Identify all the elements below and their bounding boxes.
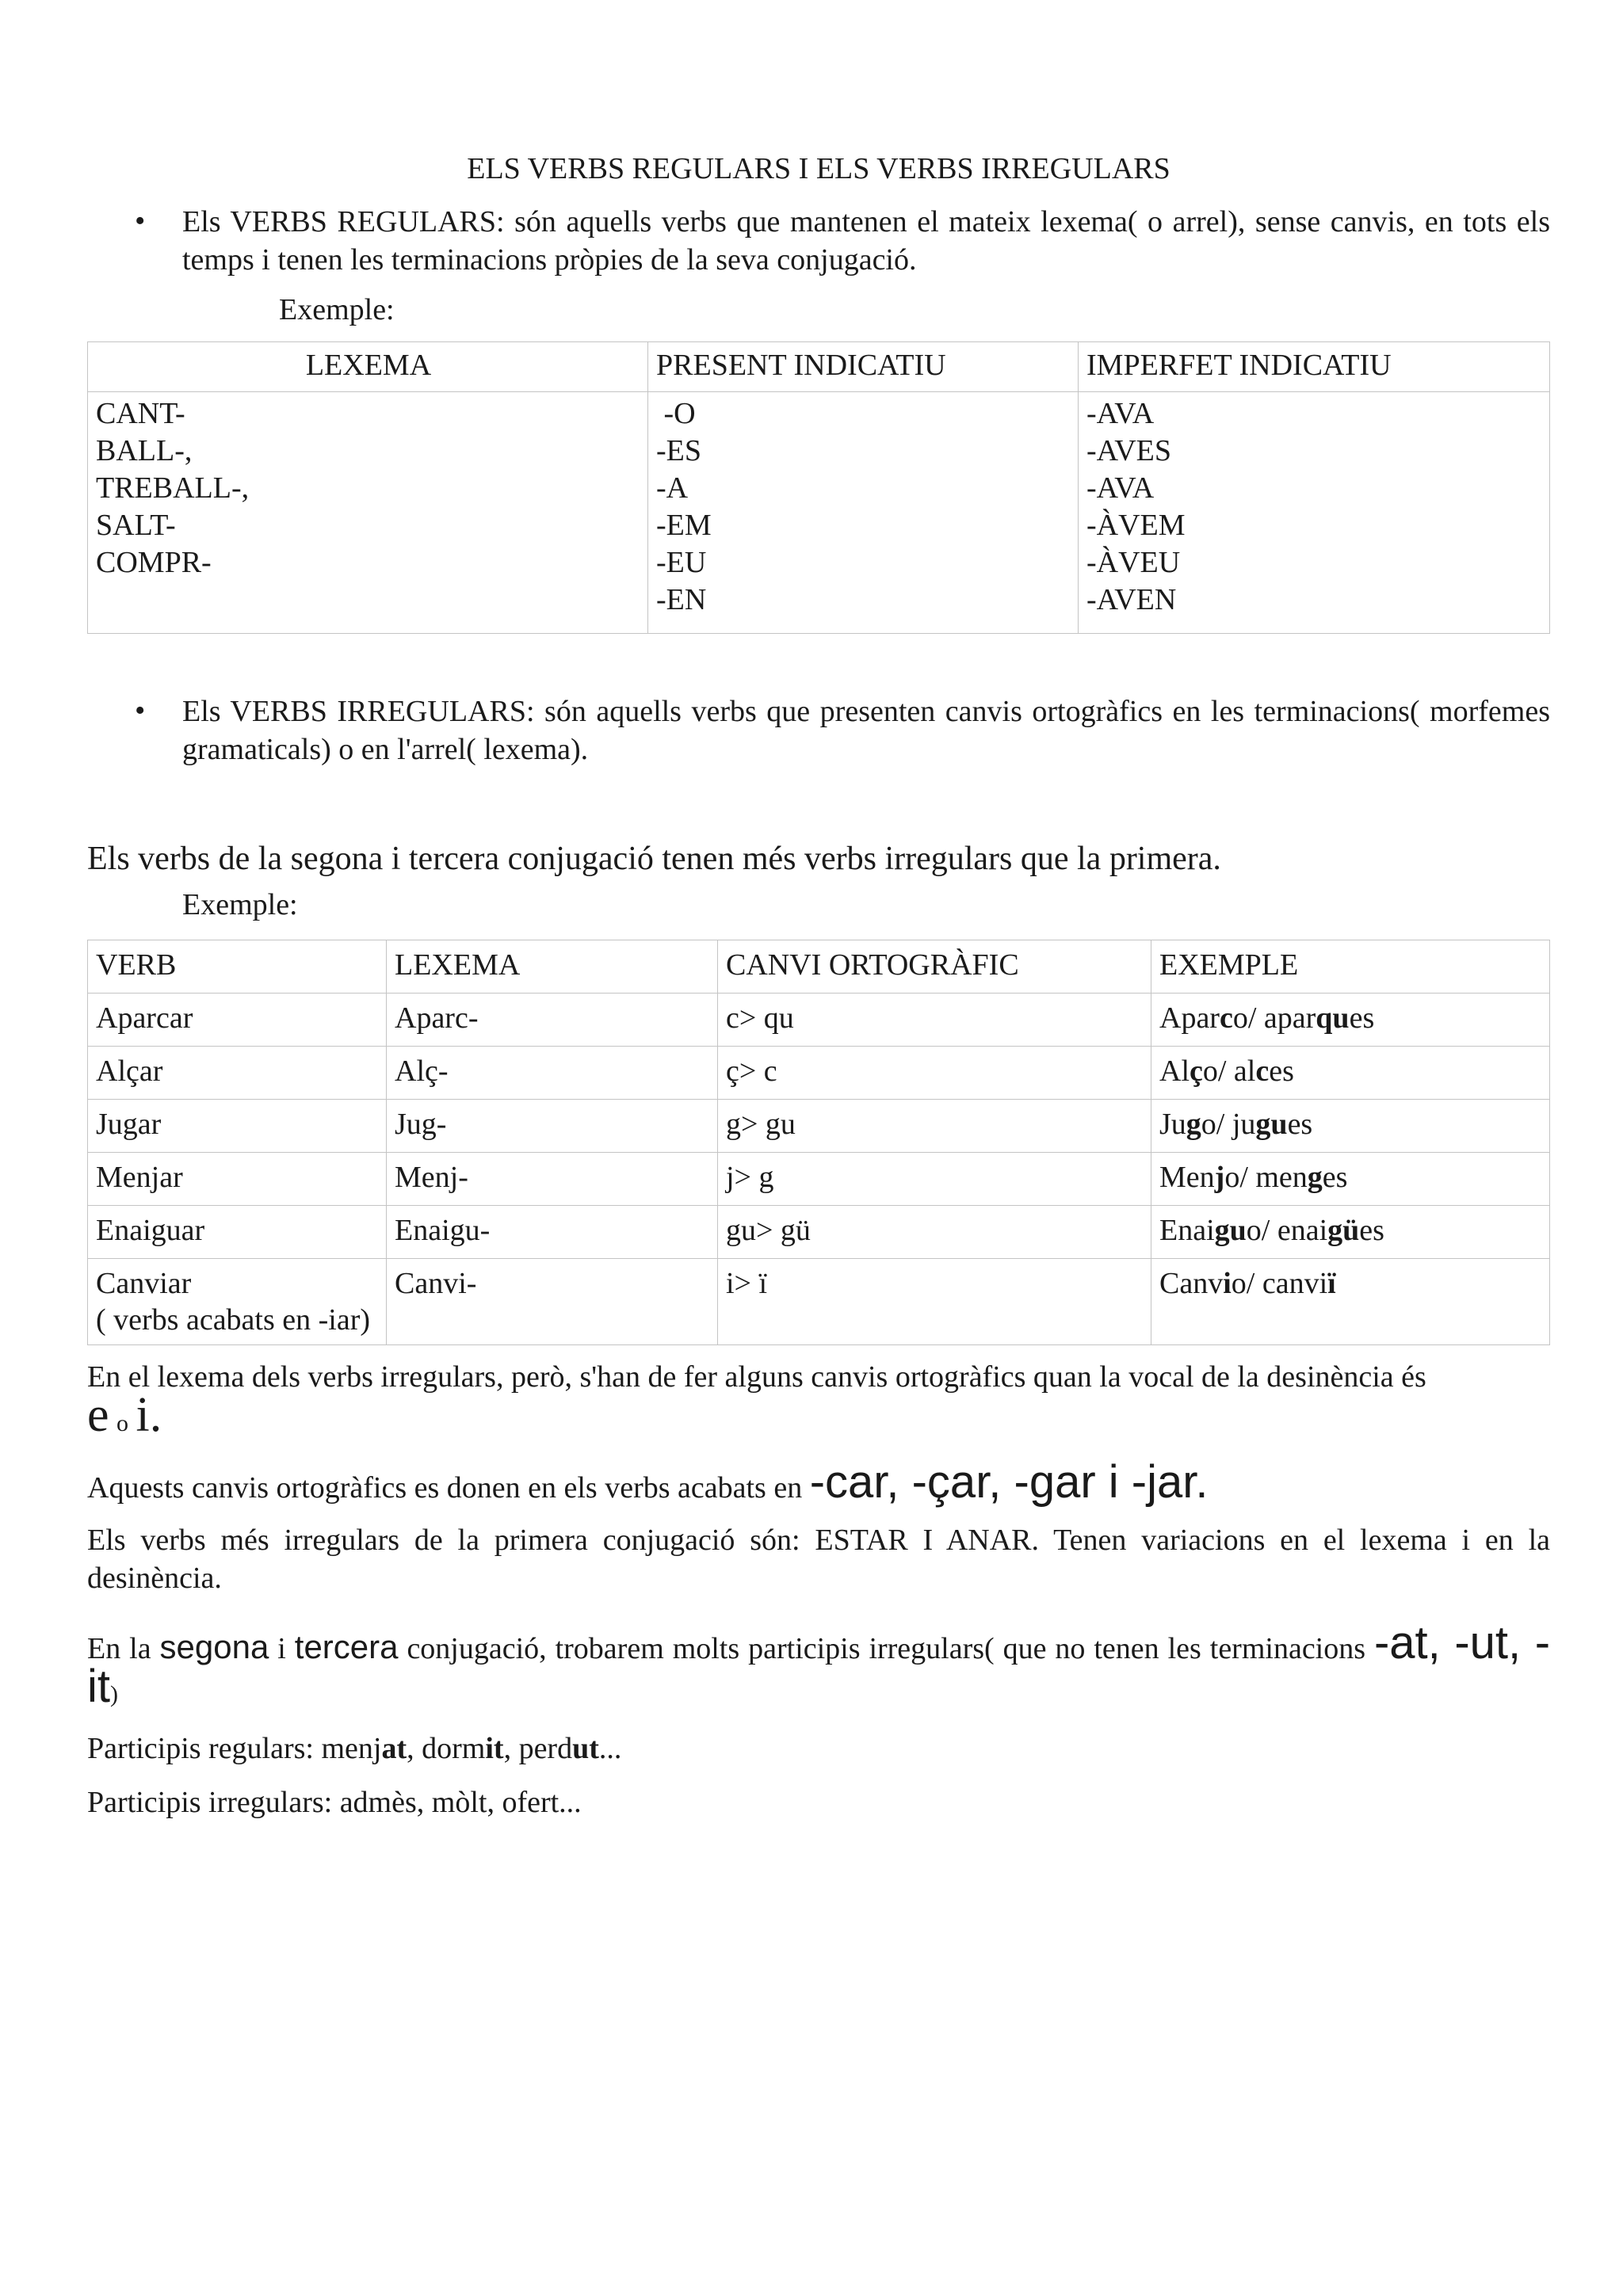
cell-line: -AVA bbox=[1086, 471, 1155, 505]
imperfect-endings-cell bbox=[1079, 392, 1550, 634]
verb-cell bbox=[88, 1100, 387, 1153]
paragraph-estar-anar: Els verbs més irregulars de la primera conjugació són: ESTAR I ANAR. Tenen variacions en el lexema i en la desinència. bbox=[87, 1524, 1550, 1595]
irregular-participles-line: Participis irregulars: admès, mòlt, ofert... bbox=[87, 1786, 582, 1819]
conjugation-statement: Els verbs de la segona i tercera conjugació tenen més verbs irregulars que la primera. bbox=[87, 841, 1221, 877]
lexema-cell: Canvi- bbox=[387, 1259, 718, 1345]
canvi-cell: g> gu bbox=[718, 1100, 1151, 1153]
verb-cell bbox=[88, 1259, 387, 1345]
canvi-cell: i> ï bbox=[718, 1259, 1151, 1345]
cell-line: -AVES bbox=[1086, 434, 1171, 467]
highlighted-letters: ç bbox=[1190, 1055, 1203, 1088]
example-text: o/ canvi bbox=[1231, 1267, 1328, 1300]
example-cell bbox=[1151, 1153, 1550, 1206]
example-text: o/ ju bbox=[1201, 1108, 1256, 1141]
example-cell bbox=[1151, 1206, 1550, 1259]
table-row bbox=[88, 392, 1550, 634]
cell-line: CANT- bbox=[96, 397, 185, 430]
lexema-cell: Enaigu- bbox=[387, 1206, 718, 1259]
example-text: Men bbox=[1159, 1161, 1215, 1194]
highlighted-letters: gu bbox=[1255, 1108, 1288, 1141]
paragraph-text: Aquests canvis ortogràfics es donen en els verbs acabats en bbox=[87, 1471, 810, 1505]
verb-text: Aparcar bbox=[96, 1001, 193, 1035]
bullet-marker: • bbox=[135, 204, 146, 238]
cell-line: -ES bbox=[656, 434, 701, 467]
highlighted-ending: it bbox=[485, 1732, 504, 1765]
table-header-row bbox=[88, 940, 1550, 994]
cell-line: -EN bbox=[656, 583, 707, 616]
regular-participles-line bbox=[87, 1730, 1550, 1768]
lexema-cell: Jug- bbox=[387, 1100, 718, 1153]
cell-line: -O bbox=[656, 397, 696, 430]
text-segona: segona bbox=[159, 1628, 269, 1665]
participle-text: , dorm bbox=[407, 1732, 486, 1765]
example-cell bbox=[1151, 994, 1550, 1047]
highlighted-letters: g bbox=[1307, 1161, 1323, 1194]
table-row bbox=[88, 1153, 1550, 1206]
regular-verbs-table bbox=[87, 341, 1550, 634]
verb-text: Alçar bbox=[96, 1055, 163, 1088]
example-text: Ju bbox=[1159, 1108, 1186, 1141]
paragraph-vowel-change bbox=[87, 1358, 1550, 1443]
cell-line: -EM bbox=[656, 509, 712, 542]
highlighted-letters: c bbox=[1219, 1001, 1233, 1035]
example-text: es bbox=[1349, 1001, 1375, 1035]
line-label: Participis regulars: bbox=[87, 1732, 322, 1765]
highlighted-letters: j bbox=[1214, 1161, 1225, 1194]
table-row bbox=[88, 1259, 1550, 1345]
cell-line: -AVEN bbox=[1086, 583, 1177, 616]
cell-line: -AVA bbox=[1086, 397, 1155, 430]
example-text: o/ al bbox=[1202, 1055, 1256, 1088]
bullet-irregulars bbox=[87, 692, 1550, 769]
document-page bbox=[87, 151, 1550, 1821]
lexema-cell: Aparc- bbox=[387, 994, 718, 1047]
verb-cell bbox=[88, 994, 387, 1047]
canvi-cell: j> g bbox=[718, 1153, 1151, 1206]
header-cell: LEXEMA bbox=[387, 940, 718, 994]
paragraph-endings bbox=[87, 1456, 1550, 1508]
highlighted-letters: g bbox=[1186, 1108, 1201, 1141]
text-part: En la bbox=[87, 1632, 160, 1665]
verb-endings: -car, -çar, -gar i -jar. bbox=[809, 1456, 1209, 1508]
cell-line: TREBALL-, bbox=[96, 471, 250, 505]
table-row bbox=[88, 994, 1550, 1047]
cell-line: COMPR- bbox=[96, 546, 212, 579]
verb-text: Jugar bbox=[96, 1108, 162, 1141]
example-text: es bbox=[1287, 1108, 1313, 1141]
cell-line: -ÀVEU bbox=[1086, 546, 1181, 579]
highlighted-ending: ut bbox=[572, 1732, 599, 1765]
conjunction-o: o bbox=[116, 1410, 129, 1436]
bullet-text: Els VERBS IRREGULARS: són aquells verbs que presenten canvis ortogràfics en les terminacions( morfemes gramaticals) o en l'arrel( lexema). bbox=[182, 695, 1550, 766]
highlighted-letters: qu bbox=[1316, 1001, 1350, 1035]
table-row bbox=[88, 1206, 1550, 1259]
verb-note: ( verbs acabats en -iar) bbox=[96, 1303, 371, 1337]
highlighted-letters: ï bbox=[1327, 1267, 1336, 1300]
header-cell: EXEMPLE bbox=[1151, 940, 1550, 994]
example-text: o/ enai bbox=[1246, 1214, 1328, 1247]
vowel-i: i. bbox=[136, 1388, 162, 1442]
canvi-cell: ç> c bbox=[718, 1047, 1151, 1100]
header-cell: LEXEMA bbox=[88, 342, 648, 392]
participle-text: menj bbox=[321, 1732, 382, 1765]
cell-line: -ÀVEM bbox=[1086, 509, 1186, 542]
highlighted-letters: c bbox=[1255, 1055, 1270, 1088]
present-endings-cell bbox=[648, 392, 1079, 634]
text-part: i bbox=[269, 1632, 295, 1665]
highlighted-letters: gu bbox=[1214, 1214, 1247, 1247]
header-cell: VERB bbox=[88, 940, 387, 994]
example-text: Apar bbox=[1159, 1001, 1220, 1035]
verb-text: Enaiguar bbox=[96, 1214, 205, 1247]
example-cell bbox=[1151, 1047, 1550, 1100]
participle-text: , perd bbox=[503, 1732, 573, 1765]
example-text: es bbox=[1322, 1161, 1348, 1194]
example-text: Enai bbox=[1159, 1214, 1215, 1247]
verb-cell bbox=[88, 1047, 387, 1100]
vowel-e: e bbox=[87, 1388, 109, 1442]
cell-line: -EU bbox=[656, 546, 707, 579]
table-row bbox=[88, 1100, 1550, 1153]
example-cell bbox=[1151, 1100, 1550, 1153]
example-label: Exemple: bbox=[279, 292, 395, 326]
page-title: ELS VERBS REGULARS I ELS VERBS IRREGULARS bbox=[467, 152, 1170, 185]
text-tercera: tercera bbox=[294, 1628, 399, 1665]
example-text: Al bbox=[1159, 1055, 1190, 1088]
example-text: Canv bbox=[1159, 1267, 1224, 1300]
paragraph-participles bbox=[87, 1617, 1551, 1714]
table-header-row bbox=[88, 342, 1550, 392]
highlighted-ending: at bbox=[381, 1732, 407, 1765]
table-row bbox=[88, 1047, 1550, 1100]
canvi-cell: gu> gü bbox=[718, 1206, 1151, 1259]
example-text: es bbox=[1269, 1055, 1294, 1088]
lexemes-cell bbox=[88, 392, 648, 634]
highlighted-letters: gü bbox=[1327, 1214, 1360, 1247]
header-cell: IMPERFET INDICATIU bbox=[1079, 342, 1550, 392]
irregular-verbs-table bbox=[87, 940, 1550, 1345]
cell-line: SALT- bbox=[96, 509, 176, 542]
text-part: conjugació, trobarem molts participis irregulars( que no tenen les terminacions bbox=[398, 1632, 1374, 1665]
lexema-cell: Menj- bbox=[387, 1153, 718, 1206]
verb-cell bbox=[88, 1153, 387, 1206]
participle-text: ... bbox=[598, 1732, 622, 1765]
highlighted-letters: i bbox=[1223, 1267, 1232, 1300]
verb-text: Menjar bbox=[96, 1161, 183, 1194]
example-text: o/ men bbox=[1224, 1161, 1308, 1194]
participle-endings: -at, -ut, -it bbox=[87, 1617, 1551, 1712]
example-text: o/ apar bbox=[1232, 1001, 1316, 1035]
example-label: Exemple: bbox=[182, 887, 298, 921]
verb-text: Canviar bbox=[96, 1267, 192, 1300]
cell-line: -A bbox=[656, 471, 689, 505]
header-cell: PRESENT INDICATIU bbox=[648, 342, 1079, 392]
example-text: es bbox=[1359, 1214, 1384, 1247]
bullet-marker: • bbox=[135, 694, 146, 727]
text-part: ) bbox=[110, 1681, 118, 1707]
verb-cell bbox=[88, 1206, 387, 1259]
header-cell: CANVI ORTOGRÀFIC bbox=[718, 940, 1151, 994]
canvi-cell: c> qu bbox=[718, 994, 1151, 1047]
lexema-cell: Alç- bbox=[387, 1047, 718, 1100]
bullet-regulars bbox=[87, 203, 1550, 279]
paragraph-text: En el lexema dels verbs irregulars, però, s'han de fer alguns canvis ortogràfics quan la vocal de la desinència és bbox=[87, 1360, 1426, 1394]
bullet-text: Els VERBS REGULARS: són aquells verbs que mantenen el mateix lexema( o arrel), sense canvis, en tots els temps i tenen les terminacions pròpies de la seva conjugació. bbox=[182, 204, 1550, 277]
cell-line: BALL-, bbox=[96, 434, 193, 467]
example-cell bbox=[1151, 1259, 1550, 1345]
